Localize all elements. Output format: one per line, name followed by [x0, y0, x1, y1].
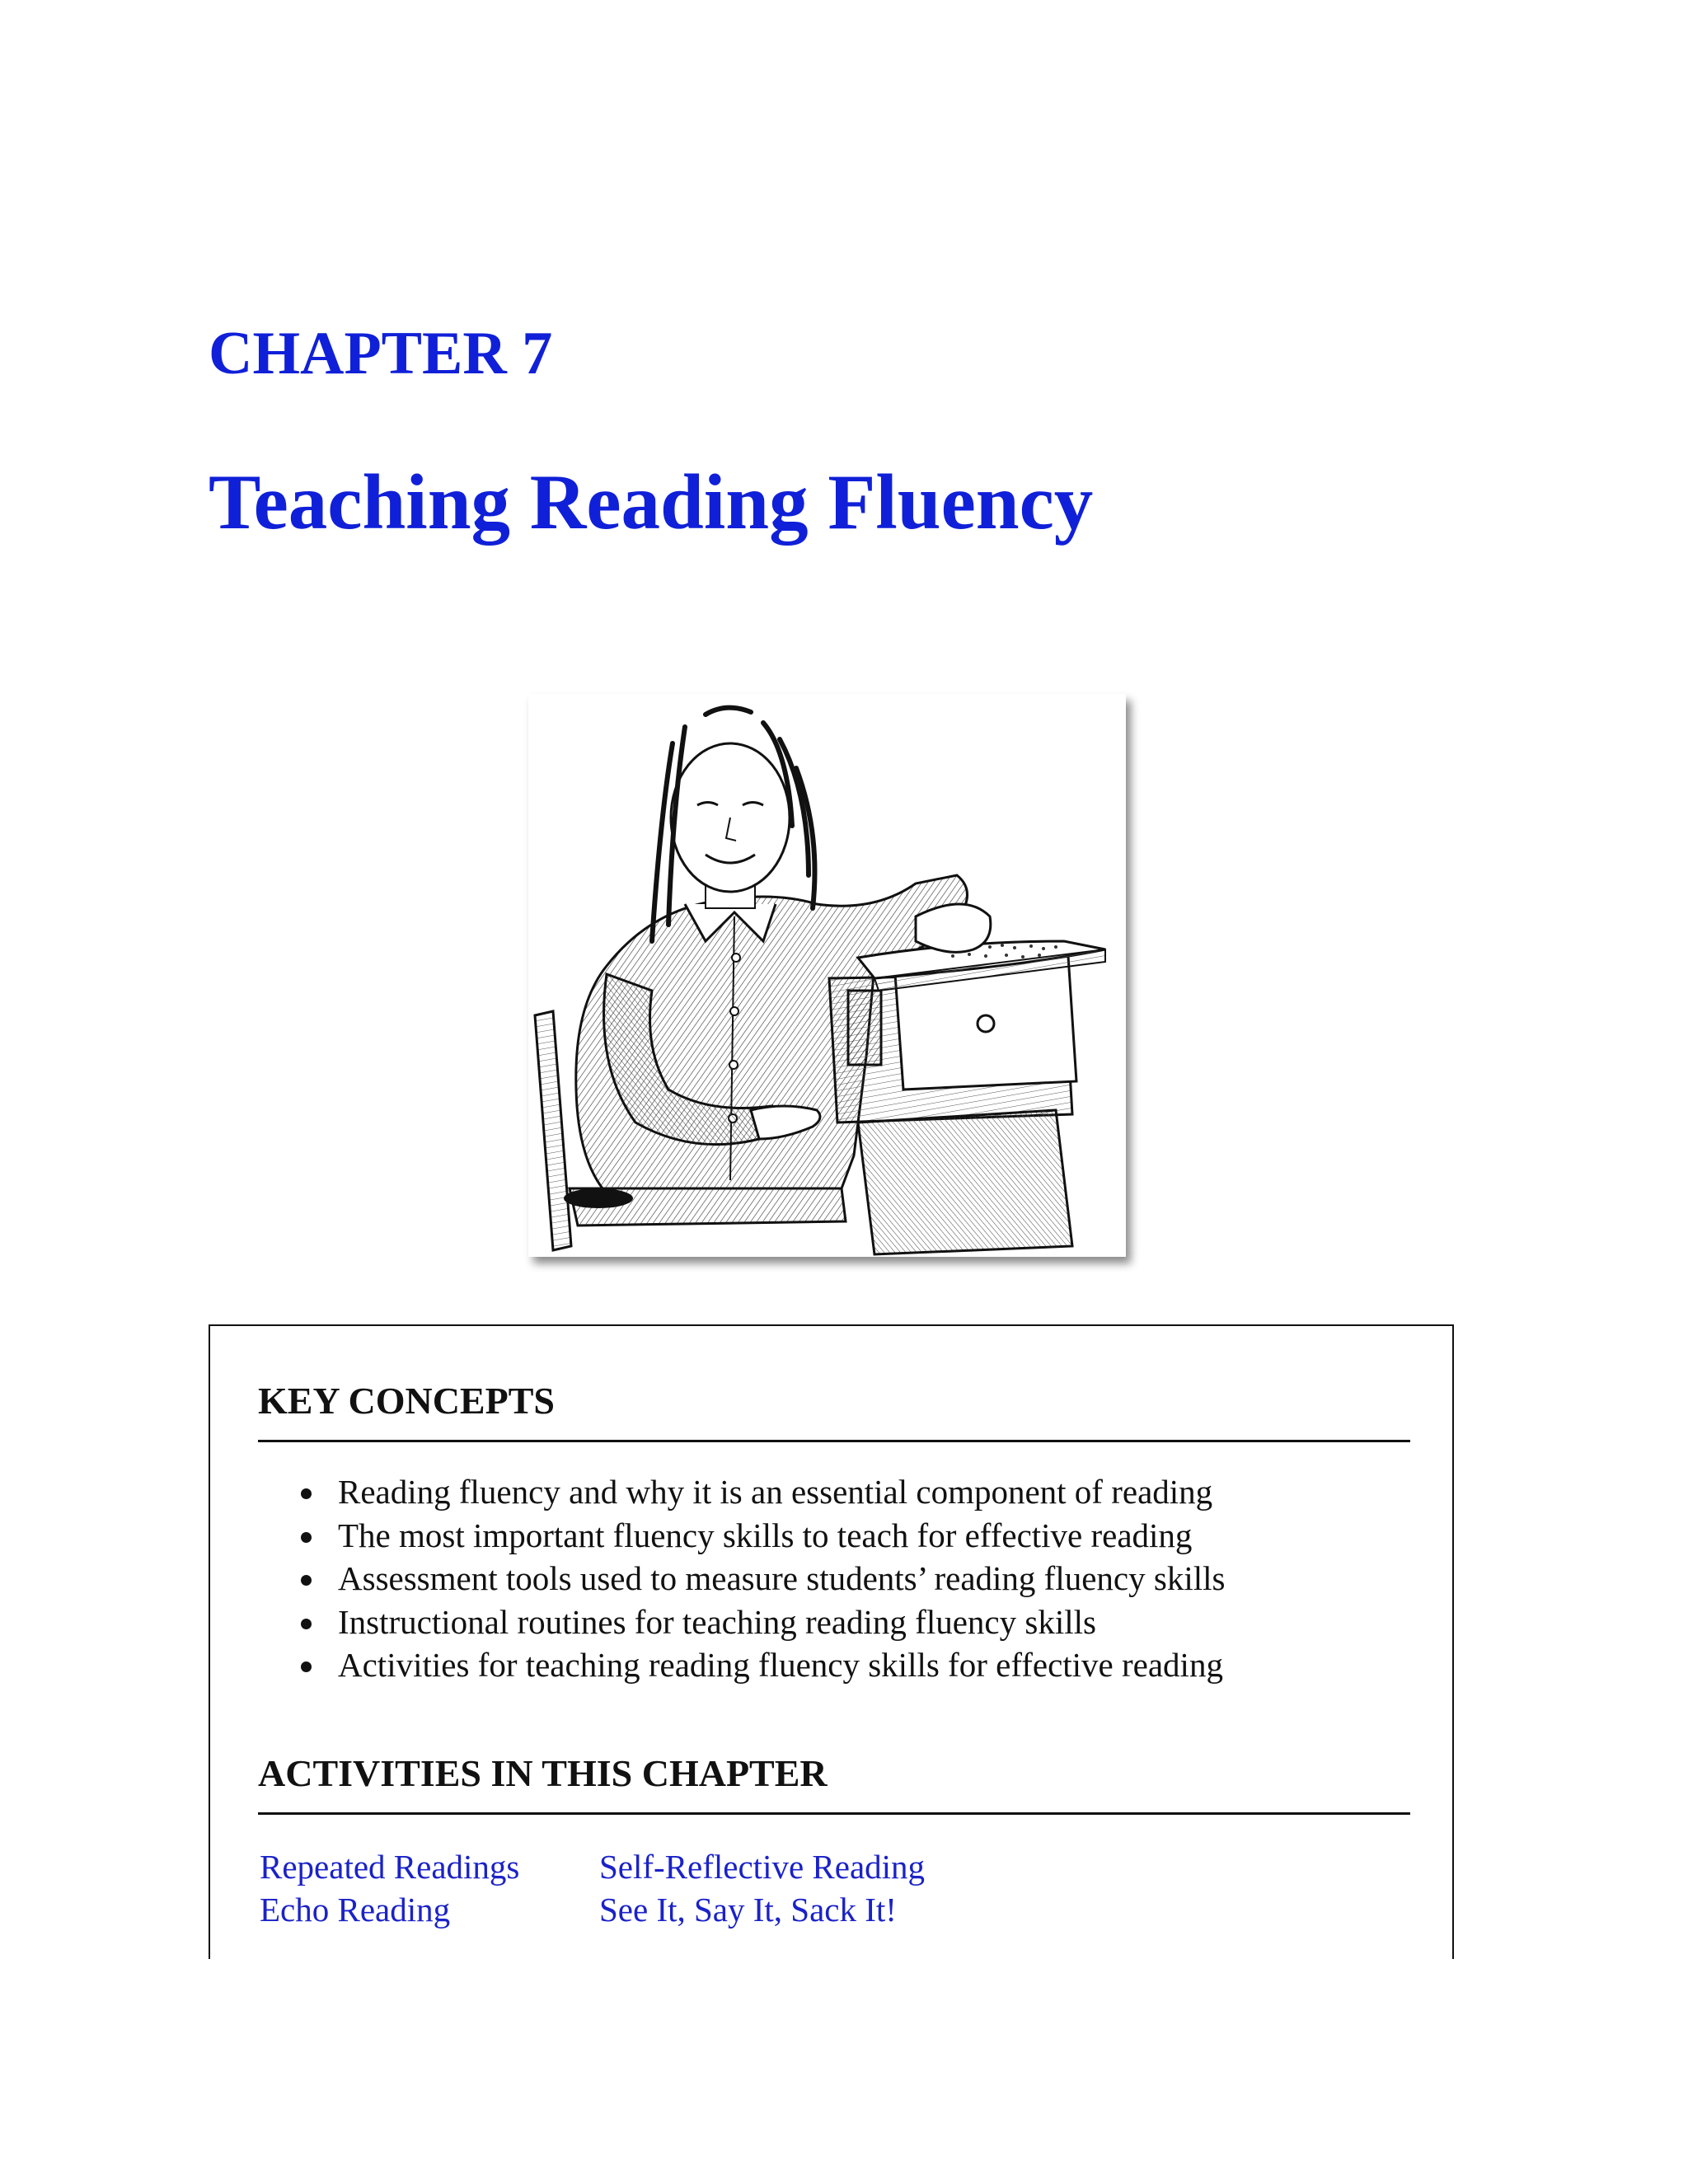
list-item: The most important fluency skills to teach for effective reading — [299, 1514, 1225, 1558]
list-item: Activities for teaching reading fluency skills for effective reading — [299, 1643, 1225, 1687]
chapter-illustration — [528, 694, 1126, 1257]
activity-link-self-reflective-reading[interactable]: Self-Reflective Reading — [599, 1848, 926, 1886]
list-item: Reading fluency and why it is an essential component of reading — [299, 1470, 1225, 1514]
divider — [258, 1812, 1410, 1815]
list-item: Instructional routines for teaching reading fluency skills — [299, 1601, 1225, 1644]
activity-link-repeated-readings[interactable]: Repeated Readings — [260, 1848, 520, 1886]
activity-link-see-it-say-it-sack-it[interactable]: See It, Say It, Sack It! — [599, 1891, 897, 1929]
activity-link-echo-reading[interactable]: Echo Reading — [260, 1891, 451, 1929]
divider — [258, 1440, 1410, 1442]
activities-heading: ACTIVITIES IN THIS CHAPTER — [258, 1752, 828, 1794]
chapter-title: Teaching Reading Fluency — [209, 458, 1094, 546]
list-item: Assessment tools used to measure students’ reading fluency skills — [299, 1557, 1225, 1601]
girl-reading-braille-drawing — [528, 694, 1126, 1257]
key-concepts-list — [299, 1470, 1225, 1687]
chapter-label: CHAPTER 7 — [209, 320, 553, 387]
key-concepts-heading: KEY CONCEPTS — [258, 1380, 555, 1422]
key-concepts-box — [209, 1324, 1454, 1959]
